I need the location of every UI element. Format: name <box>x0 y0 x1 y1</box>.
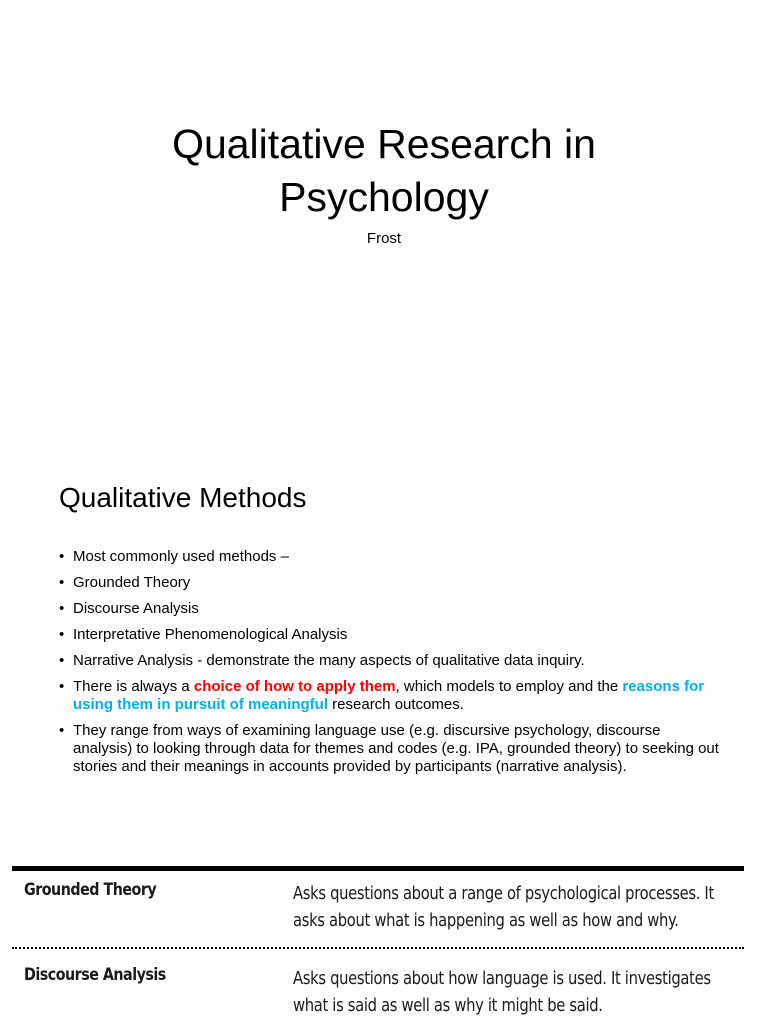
table-term: Discourse Analysis <box>24 965 166 985</box>
slide-title-line2: Psychology <box>279 174 489 220</box>
bullet-item <box>59 678 719 714</box>
bullet-dot-icon: • <box>59 548 65 565</box>
bullet-text-part: , which models to employ and the <box>395 678 623 695</box>
bullet-dot-icon: • <box>59 574 65 591</box>
bullet-dot-icon: • <box>59 652 65 669</box>
bullet-dot-icon: • <box>59 600 65 617</box>
table-description-line: asks about what is happening as well as how and why. <box>293 910 679 931</box>
bullet-text: Discourse Analysis <box>73 600 199 617</box>
bullet-item <box>59 600 719 618</box>
bullet-text: Most commonly used methods – <box>73 548 289 565</box>
emphasis-red-text: choice of how to apply them <box>193 678 396 695</box>
bullet-item <box>59 626 719 644</box>
bullet-text: Interpretative Phenomenological Analysis <box>73 626 348 643</box>
bullet-text: Narrative Analysis - demonstrate the many aspects of qualitative data inquiry. <box>73 652 585 669</box>
methods-heading: Qualitative Methods <box>59 482 307 513</box>
table-description-line: Asks questions about how language is used. It investigates <box>293 968 711 989</box>
emphasis-blue-text: reasons for using them in pursuit of meaningful <box>73 678 705 713</box>
bullet-item <box>59 574 719 592</box>
bullet-dot-icon: • <box>59 626 65 643</box>
table-description <box>293 965 736 1019</box>
bullet-item <box>59 722 719 776</box>
bullet-dot-icon: • <box>59 722 65 739</box>
table-description <box>293 880 736 934</box>
table-top-rule <box>12 866 744 871</box>
slide-title <box>0 118 768 224</box>
slide-title-line1: Qualitative Research in <box>172 121 596 167</box>
bullet-dot-icon: • <box>59 678 65 695</box>
table-description-line: what is said as well as why it might be said. <box>293 995 603 1016</box>
bullet-text-part: There is always a <box>73 678 194 695</box>
table-term: Grounded Theory <box>24 880 157 900</box>
table-description-line: Asks questions about a range of psychological processes. It <box>293 883 714 904</box>
bullet-text-part: research outcomes. <box>328 696 464 713</box>
bullet-text: They range from ways of examining language use (e.g. discursive psychology, discourse analysis) to looking through data for themes and codes (e.g. IPA, grounded theory) to seeking out stories and their meanings in accounts provided by participants (narrative analysis). <box>73 722 719 775</box>
bullet-item <box>59 652 719 670</box>
methods-table <box>12 866 744 1024</box>
slide-author: Frost <box>366 230 402 247</box>
methods-bullet-list <box>59 548 719 784</box>
table-row-divider <box>12 947 744 949</box>
bullet-item <box>59 548 719 566</box>
bullet-text: Grounded Theory <box>73 574 191 591</box>
